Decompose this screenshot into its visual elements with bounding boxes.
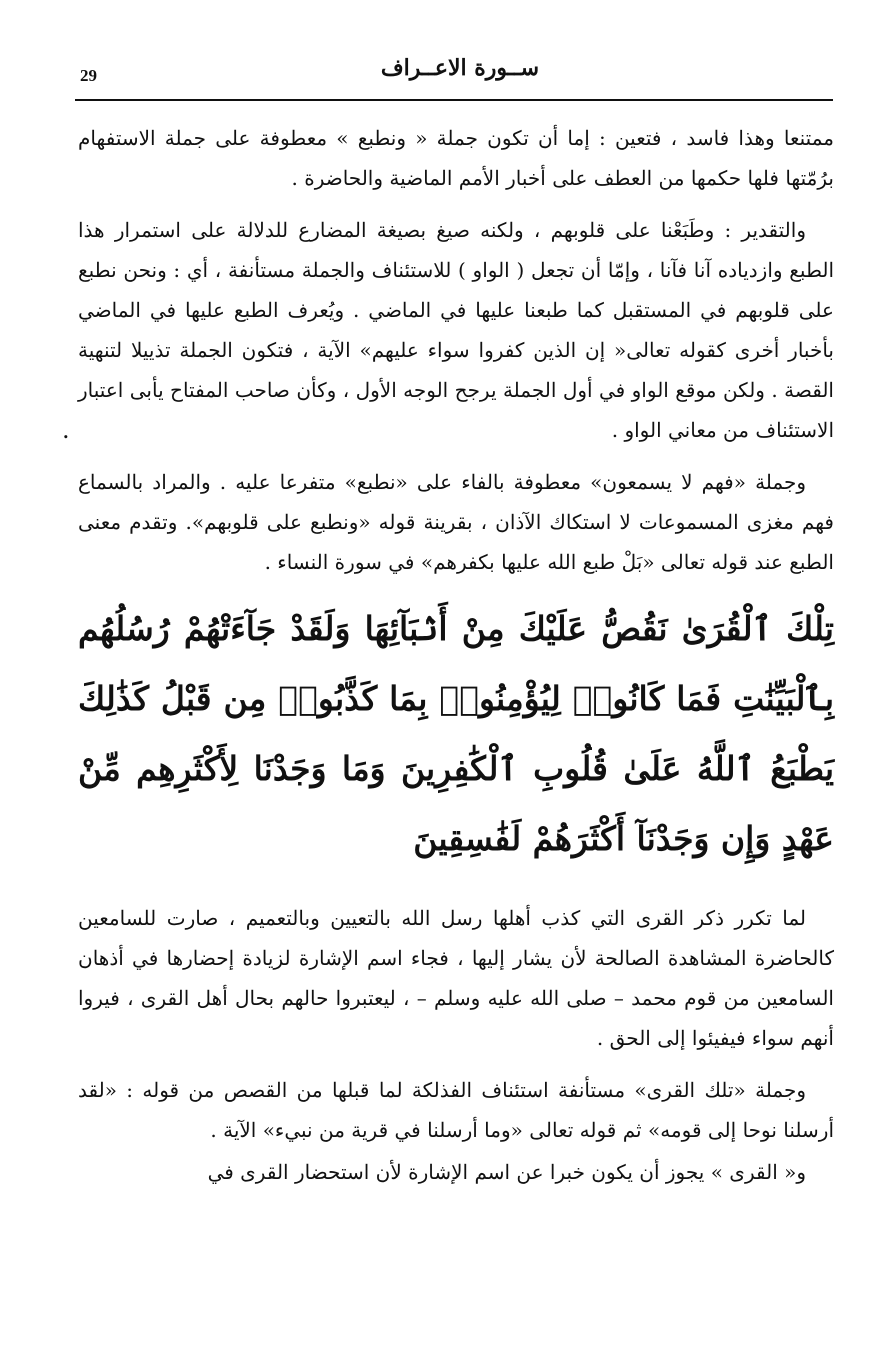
paragraph: والتقدير : وطَبَعْنا على قلوبهم ، ولكنه صيغ بصيغة المضارع للدلالة على استمرار هذا الطبع وازدياده آنا فآنا ، وإمّا أن تجعل ( الواو ) للاستئناف والجملة مستأنفة ، أي : ونحن نطبع على قلوبهم في المستقبل كما طبعنا عليها في الماضي . ويُعرف الطبع عليها في الماضي بأخبار أخرى كقوله تعالى« إن الذين كفروا سواء عليهم» الآية ، فتكون الجملة تذييلا لتنهية القصة . ولكن موقع الواو في أول الجملة يرجح الوجه الأول ، وكأن صاحب المفتاح يأبى اعتبار الاستئناف من معاني الواو . (78, 218, 834, 442)
commentary-paragraph: لما تكرر ذكر القرى التي كذب أهلها رسل الله بالتعيين وبالتعميم ، صارت للسامعين كالحاضرة المشاهدة الصالحة لأن يشار إليها ، فجاء اسم الإشارة لزيادة إحضارها في أذهان السامعين من قوم محمد – صلى الله عليه وسلم – ، ليعتبروا حالهم بحال أهل القرى ، فيروا أنهم سواء فيفيئوا إلى الحق . (78, 906, 834, 1050)
commentary-paragraph: وجملة «تلك القرى» مستأنفة استئناف الفذلكة لما قبلها من القصص من قوله : «لقد أرسلنا نوحا إلى قومه» ثم قوله تعالى «وما أرسلنا في قرية من نبيء» الآية . (78, 1078, 834, 1142)
page-body (78, 118, 834, 1204)
page-number: 29 (80, 66, 97, 85)
header-divider (75, 99, 833, 101)
commentary-paragraph: و« القرى » يجوز أن يكون خبرا عن اسم الإشارة لأن استحضار القرى في (207, 1160, 806, 1184)
surah-title: ســورة الاعــراف (380, 55, 540, 81)
margin-mark: . (62, 416, 70, 444)
page-header (0, 0, 881, 110)
paragraph: وجملة «فهم لا يسمعون» معطوفة بالفاء على «نطبع» متفرعا عليه . والمراد بالسماع فهم مغزى المسموعات لا استكاك الآذان ، بقرينة قوله «ونطبع على قلوبهم». وتقدم معنى الطبع عند قوله تعالى «بَلْ طبع الله عليها بكفرهم» في سورة النساء . (78, 470, 834, 574)
quran-verse: تِلْكَ ٱلْقُرَىٰ نَقُصُّ عَلَيْكَ مِنْ أَنۢبَآئِهَا وَلَقَدْ جَآءَتْهُمْ رُسُلُهُم بِٱلْبَيِّنَٰتِ فَمَا كَانُوا۟ لِيُؤْمِنُوا۟ بِمَا كَذَّبُوا۟ مِن قَبْلُ كَذَٰلِكَ يَطْبَعُ ٱللَّهُ عَلَىٰ قُلُوبِ ٱلْكَٰفِرِينَ وَمَا وَجَدْنَا لِأَكْثَرِهِم مِّنْ عَهْدٍ وَإِن وَجَدْنَآ أَكْثَرَهُمْ لَفَٰسِقِينَ (78, 609, 834, 858)
paragraph: ممتنعا وهذا فاسد ، فتعين : إما أن تكون جملة « ونطبع » معطوفة على جملة الاستفهام برُمّتها فلها حكمها من العطف على أخبار الأمم الماضية والحاضرة . (78, 126, 834, 190)
